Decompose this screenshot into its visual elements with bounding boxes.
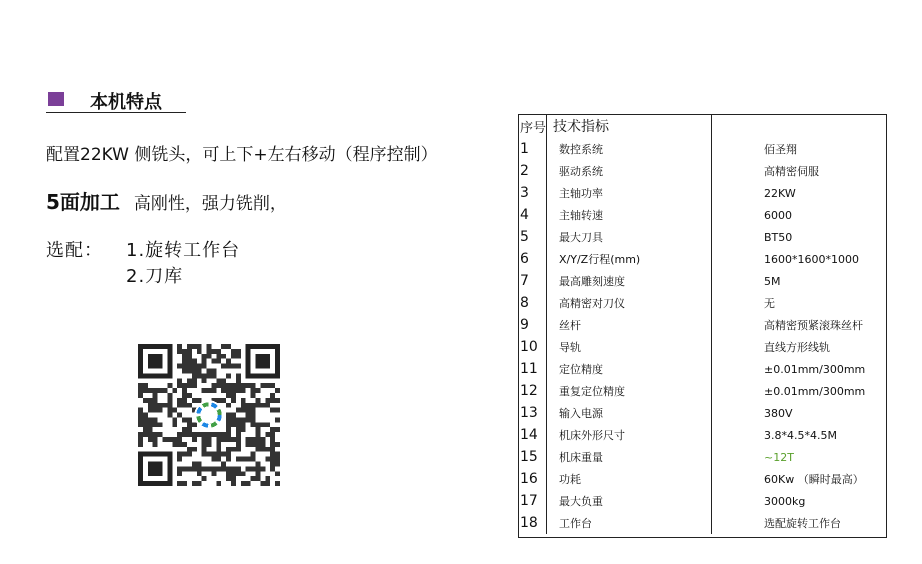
row-number: 16: [518, 468, 547, 490]
table-header-row: [518, 114, 888, 138]
row-name: 定位精度: [547, 358, 712, 380]
options-label: 选配：: [46, 240, 103, 261]
row-value: ±0.01mm/300mm: [764, 362, 866, 376]
table-row: [518, 204, 888, 226]
row-number: 3: [518, 182, 547, 204]
row-name: 最大刀具: [547, 226, 712, 248]
row-number: 8: [518, 292, 547, 314]
row-name: 重复定位精度: [547, 380, 712, 402]
table-row: [518, 270, 888, 292]
option-item-1: 1.旋转工作台: [126, 240, 241, 261]
row-value: BT50: [764, 230, 793, 244]
table-row: [518, 512, 888, 534]
row-number: 1: [518, 138, 547, 160]
row-number: 12: [518, 380, 547, 402]
row-value: 22KW: [764, 186, 796, 200]
row-value: ~12T: [764, 450, 794, 464]
row-name: 工作台: [547, 512, 712, 534]
table-row: [518, 380, 888, 402]
table-row: [518, 358, 888, 380]
row-value: 3.8*4.5*4.5M: [764, 428, 837, 442]
table-row: [518, 446, 888, 468]
row-name: 功耗: [547, 468, 712, 490]
row-name: 驱动系统: [547, 160, 712, 182]
table-row: [518, 138, 888, 160]
row-name: 最大负重: [547, 490, 712, 512]
row-value: 无: [764, 297, 775, 310]
row-value: 高精密预紧滚珠丝杆: [764, 319, 863, 332]
table-row: [518, 160, 888, 182]
row-name: 高精密对刀仪: [547, 292, 712, 314]
row-value: 直线方形线轨: [764, 341, 830, 354]
table-row: [518, 336, 888, 358]
row-value: 佰圣翔: [764, 143, 797, 156]
row-name: 导轨: [547, 336, 712, 358]
row-number: 11: [518, 358, 547, 380]
row-number: 6: [518, 248, 547, 270]
section-marker: [48, 92, 64, 106]
row-number: 15: [518, 446, 547, 468]
table-row: [518, 182, 888, 204]
row-value: 380V: [764, 406, 793, 420]
qr-code-icon: [138, 344, 280, 486]
row-value: 6000: [764, 208, 792, 222]
row-value: 60Kw （瞬时最高）: [764, 473, 864, 486]
row-name: 输入电源: [547, 402, 712, 424]
section-header: [46, 88, 186, 113]
header-no: 序号: [518, 114, 547, 138]
table-row: [518, 468, 888, 490]
feature-line-2: [46, 186, 287, 215]
row-number: 9: [518, 314, 547, 336]
row-name: 主轴功率: [547, 182, 712, 204]
table-row: [518, 402, 888, 424]
row-number: 4: [518, 204, 547, 226]
header-name: 技术指标: [547, 114, 712, 138]
row-name: 机床外形尺寸: [547, 424, 712, 446]
row-number: 18: [518, 512, 547, 534]
row-value: 高精密伺服: [764, 165, 819, 178]
row-name: X/Y/Z行程(mm): [547, 248, 712, 270]
row-name: 最高雕刻速度: [547, 270, 712, 292]
section-title: 本机特点: [90, 92, 162, 113]
feature-highlight: 5面加工: [46, 190, 120, 214]
option-item-2: 2.刀库: [126, 266, 184, 287]
row-name: 机床重量: [547, 446, 712, 468]
row-value: 5M: [764, 274, 781, 288]
row-value: 选配旋转工作台: [764, 517, 841, 530]
row-number: 14: [518, 424, 547, 446]
row-value: 1600*1600*1000: [764, 252, 859, 266]
table-row: [518, 292, 888, 314]
row-number: 7: [518, 270, 547, 292]
row-number: 10: [518, 336, 547, 358]
row-value: 3000kg: [764, 494, 806, 508]
row-name: 数控系统: [547, 138, 712, 160]
table-row: [518, 226, 888, 248]
options-block: [46, 236, 240, 288]
feature-line-1: 配置22KW 侧铣头，可上下+左右移动（程序控制）: [46, 145, 438, 165]
feature-line-2-text: 高刚性，强力铣削，: [133, 194, 287, 214]
row-number: 2: [518, 160, 547, 182]
row-name: 主轴转速: [547, 204, 712, 226]
row-value: ±0.01mm/300mm: [764, 384, 866, 398]
row-number: 13: [518, 402, 547, 424]
row-number: 17: [518, 490, 547, 512]
row-number: 5: [518, 226, 547, 248]
table-row: [518, 248, 888, 270]
table-row: [518, 424, 888, 446]
row-name: 丝杆: [547, 314, 712, 336]
header-value: [712, 114, 889, 138]
table-row: [518, 490, 888, 512]
spec-table: [518, 114, 888, 534]
table-row: [518, 314, 888, 336]
